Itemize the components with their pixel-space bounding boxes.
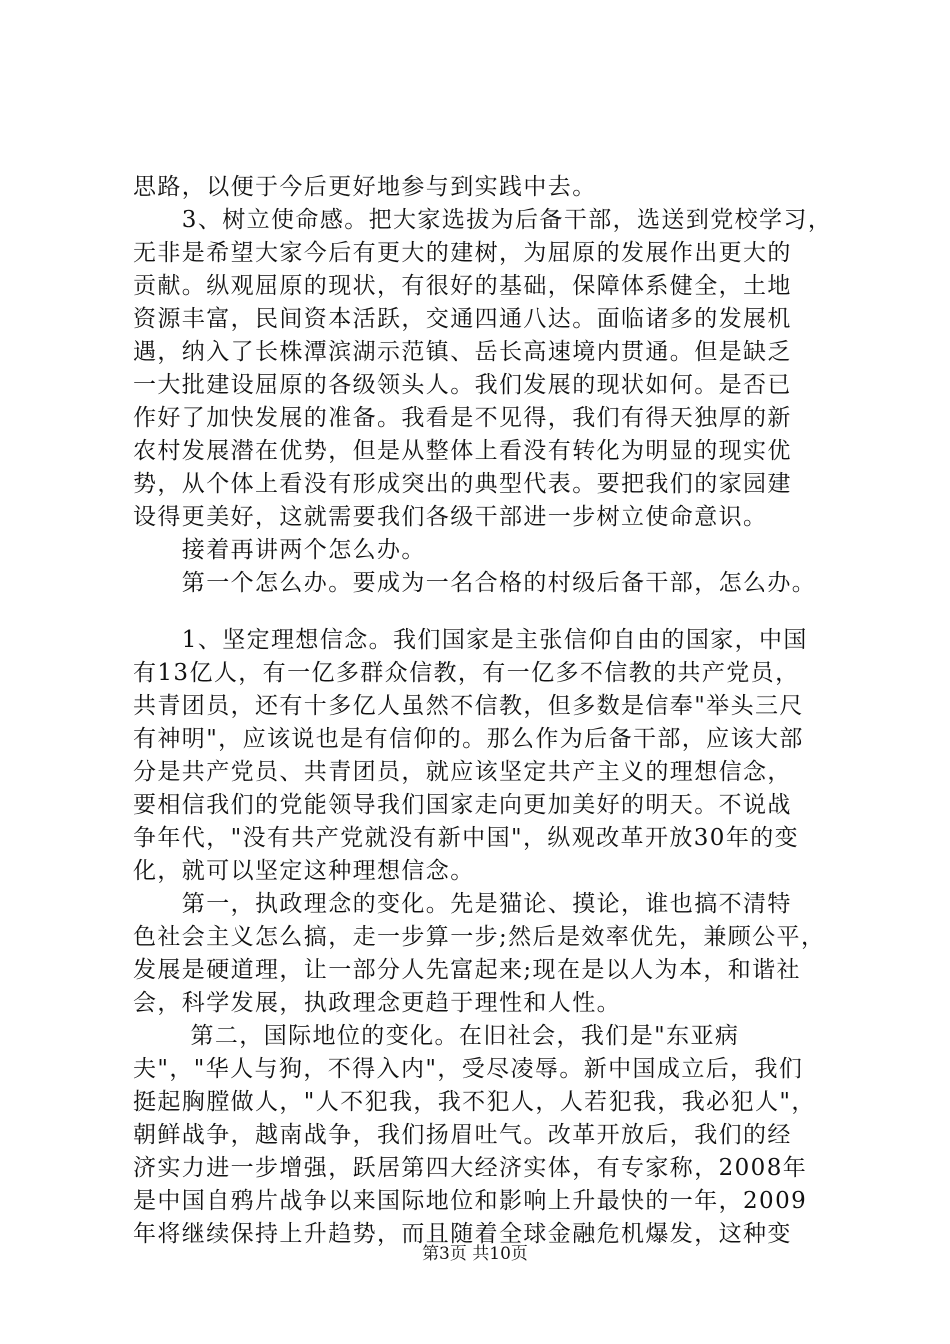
text-line: 发展是硬道理，让一部分人先富起来;现在是以人为本，和谐社 — [133, 957, 801, 983]
text-line: 遇，纳入了长株潭滨湖示范镇、岳长高速境内贯通。但是缺乏 — [133, 339, 792, 365]
text-line: 第一个怎么办。要成为一名合格的村级后备干部，怎么办。 — [133, 570, 817, 596]
text-line: 思路，以便于今后更好地参与到实践中去。 — [133, 174, 597, 200]
page-footer: 第3页 共10页 — [422, 1244, 528, 1264]
text-line: 年将继续保持上升趋势，而且随着全球金融危机爆发，这种变 — [133, 1221, 792, 1247]
text-line: 一大批建设屈原的各级领头人。我们发展的现状如何。是否已 — [133, 372, 792, 398]
text-line: 作好了加快发展的准备。我看是不见得，我们有得天独厚的新 — [133, 405, 792, 431]
text-line: 色社会主义怎么搞，走一步算一步;然后是效率优先，兼顾公平， — [133, 924, 826, 950]
text-line: 朝鲜战争，越南战争，我们扬眉吐气。改革开放后，我们的经 — [133, 1122, 792, 1148]
text-line: 3、树立使命感。把大家选拔为后备干部，选送到党校学习， — [133, 207, 833, 233]
text-line: 农村发展潜在优势，但是从整体上看没有转化为明显的现实优 — [133, 438, 792, 464]
text-line: 夫"，"华人与狗，不得入内"，受尽凌辱。新中国成立后，我们 — [133, 1056, 804, 1082]
text-line: 共青团员，还有十多亿人虽然不信教，但多数是信奉"举头三尺 — [133, 693, 804, 719]
text-line: 是中国自鸦片战争以来国际地位和影响上升最快的一年，2009 — [133, 1188, 808, 1214]
text-line: 有神明"，应该说也是有信仰的。那么作为后备干部，应该大部 — [133, 726, 804, 752]
text-line: 第一，执政理念的变化。先是猫论、摸论，谁也搞不清特 — [133, 891, 792, 917]
text-line: 要相信我们的党能领导我们国家走向更加美好的明天。不说战 — [133, 792, 792, 818]
text-line: 设得更美好，这就需要我们各级干部进一步树立使命意识。 — [133, 504, 768, 530]
text-line: 分是共产党员、共青团员，就应该坚定共产主义的理想信念， — [133, 759, 792, 785]
text-line: 1、坚定理想信念。我们国家是主张信仰自由的国家，中国 — [133, 627, 808, 653]
text-line: 挺起胸膛做人，"人不犯我，我不犯人，人若犯我，我必犯人"， — [133, 1089, 816, 1115]
text-line: 第二，国际地位的变化。在旧社会，我们是"东亚病 — [133, 1023, 740, 1049]
text-line: 接着再讲两个怎么办。 — [133, 537, 426, 563]
text-line: 贡献。纵观屈原的现状，有很好的基础，保障体系健全，土地 — [133, 273, 792, 299]
text-line: 势，从个体上看没有形成突出的典型代表。要把我们的家园建 — [133, 471, 792, 497]
text-line: 化，就可以坚定这种理想信念。 — [133, 858, 475, 884]
text-line: 有13亿人，有一亿多群众信教，有一亿多不信教的共产党员， — [133, 660, 800, 686]
text-line: 会，科学发展，执政理念更趋于理性和人性。 — [133, 990, 621, 1016]
text-line: 济实力进一步增强，跃居第四大经济实体，有专家称，2008年 — [133, 1155, 808, 1181]
text-line: 无非是希望大家今后有更大的建树，为屈原的发展作出更大的 — [133, 240, 792, 266]
text-line: 资源丰富，民间资本活跃，交通四通八达。面临诸多的发展机 — [133, 306, 792, 332]
text-line: 争年代，"没有共产党就没有新中国"，纵观改革开放30年的变 — [133, 825, 800, 851]
